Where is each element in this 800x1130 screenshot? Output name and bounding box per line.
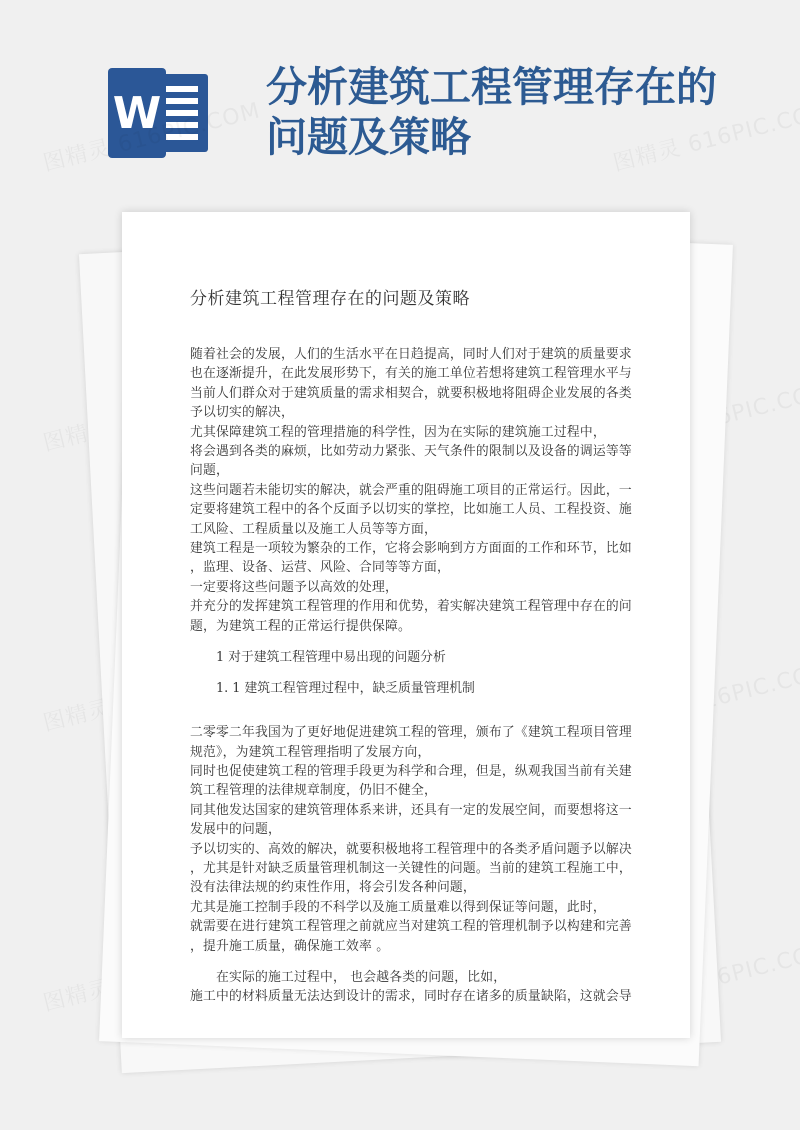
body-line: 也在逐渐提升，在此发展形势下，有关的施工单位若想将建筑工程管理水平与 <box>190 366 632 382</box>
body-line: 发展中的问题， <box>190 822 281 838</box>
body-line: 将会遇到各类的麻烦，比如劳动力紧张、天气条件的限制以及设备的调运等等 <box>190 444 632 460</box>
body-line: ，监理、设备、运营、风险、合同等等方面， <box>190 560 450 576</box>
document-page <box>122 212 690 1038</box>
body-line: 予以切实的解决， <box>190 405 294 421</box>
body-line: 同其他发达国家的建筑管理体系来讲，还具有一定的发展空间，而要想将这一 <box>190 802 632 818</box>
body-line: 予以切实的、高效的解决，就要积极地将工程管理中的各类矛盾问题予以解决 <box>190 841 632 857</box>
word-icon-letter: W <box>112 88 162 139</box>
body-line: 施工中的材料质量无法达到设计的需求，同时存在诸多的质量缺陷，这就会导 <box>190 989 632 1005</box>
body-line: 一定要将这些问题予以高效的处理， <box>190 579 398 595</box>
body-line: 筑工程管理的法律规章制度，仍旧不健全， <box>190 783 437 799</box>
body-line: 定要将建筑工程中的各个反面予以切实的掌控，比如施工人员、工程投资、施 <box>190 502 632 518</box>
body-line: 这些问题若未能切实的解决，就会严重的阻碍施工项目的正常运行。因此，一 <box>190 482 632 498</box>
subsection-heading: 1. 1 建筑工程管理过程中，缺乏质量管理机制 <box>216 681 475 697</box>
document-body <box>190 345 630 1007</box>
body-line: 同时也促使建筑工程的管理手段更为科学和合理，但是，纵观我国当前有关建 <box>190 763 632 779</box>
body-line: 问题， <box>190 463 229 479</box>
body-line: 当前人们群众对于建筑质量的需求相契合，就要积极地将阻碍企业发展的各类 <box>190 385 632 401</box>
body-line: 二零零二年我国为了更好地促进建筑工程的管理，颁布了《建筑工程项目管理 <box>190 725 632 741</box>
document-title: 分析建筑工程管理存在的问题及策略 <box>190 289 470 309</box>
body-line: 就需要在进行建筑工程管理之前就应当对建筑工程的管理机制予以构建和完善 <box>190 919 632 935</box>
body-line: 规范》，为建筑工程管理指明了发展方向， <box>190 744 431 760</box>
body-line: ，提升施工质量，确保施工效率 。 <box>190 938 390 954</box>
body-line: 尤其保障建筑工程的管理措施的科学性，因为在实际的建筑施工过程中， <box>190 424 606 440</box>
banner-title: 分析建筑工程管理存在的问题及策略 <box>266 63 717 161</box>
body-line: 工风险、工程质量以及施工人员等等方面， <box>190 521 437 537</box>
body-line: 在实际的施工过程中， 也会越各类的问题，比如， <box>216 969 507 985</box>
body-line: 并充分的发挥建筑工程管理的作用和优势，着实解决建筑工程管理中存在的问 <box>190 599 632 615</box>
section-heading: 1 对于建筑工程管理中易出现的问题分析 <box>216 650 446 666</box>
body-line: 建筑工程是一项较为繁杂的工作，它将会影响到方方面面的工作和环节，比如 <box>190 541 632 557</box>
body-line: ，尤其是针对缺乏质量管理机制这一关键性的问题。当前的建筑工程施工中， <box>190 860 632 876</box>
body-line: 没有法律法规的约束性作用，将会引发各种问题， <box>190 880 476 896</box>
body-line: 尤其是施工控制手段的不科学以及施工质量难以得到保证等问题，此时， <box>190 899 606 915</box>
body-line: 题，为建筑工程的正常运行提供保障。 <box>190 618 411 634</box>
body-line: 随着社会的发展，人们的生活水平在日趋提高，同时人们对于建筑的质量要求 <box>190 347 632 362</box>
